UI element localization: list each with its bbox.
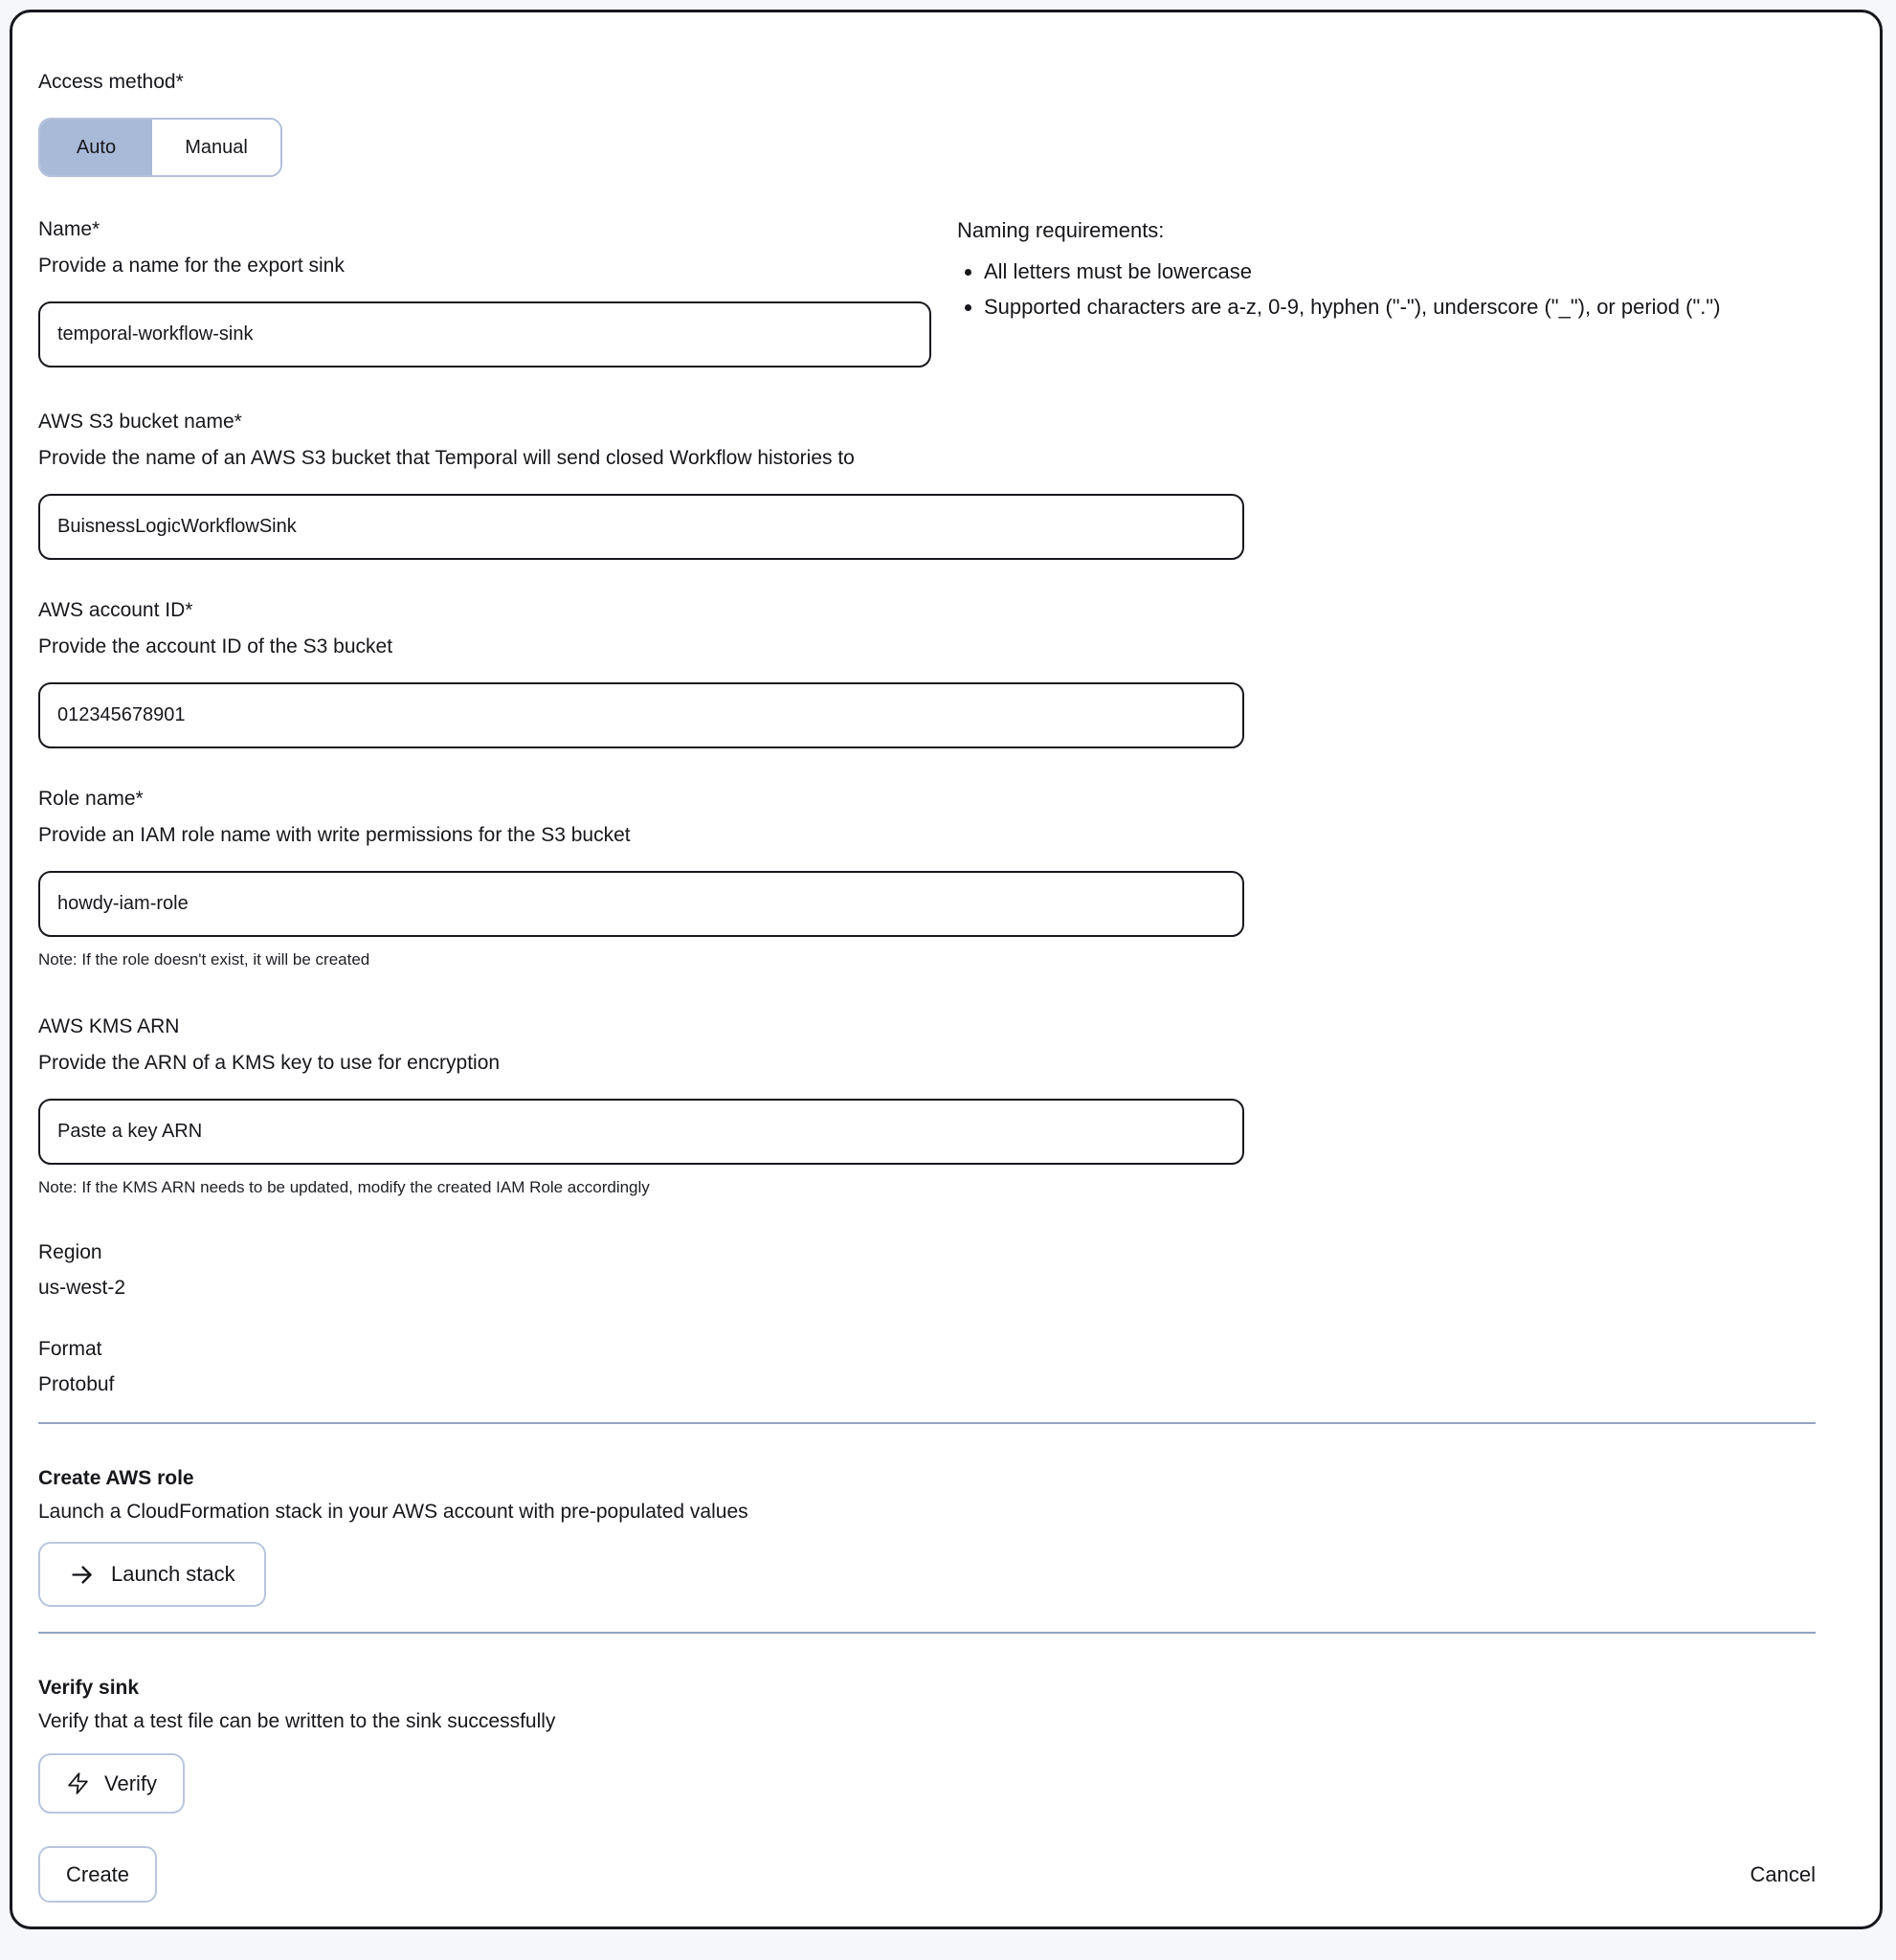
create-button[interactable]: Create (38, 1846, 157, 1903)
access-method-option-auto[interactable]: Auto (40, 120, 152, 175)
name-and-requirements-row (38, 215, 1816, 368)
kms-arn-input[interactable] (38, 1099, 1244, 1165)
name-input[interactable] (38, 301, 931, 368)
access-method-option-manual[interactable]: Manual (152, 120, 280, 175)
verify-sink-title: Verify sink (38, 1677, 140, 1699)
account-id-label: AWS account ID* (38, 599, 193, 621)
account-id-field-group (38, 596, 1816, 748)
role-name-label: Role name* (38, 788, 144, 810)
s3-bucket-input[interactable] (38, 494, 1244, 560)
kms-arn-field-group (38, 1013, 1816, 1198)
region-value: us-west-2 (38, 1277, 126, 1299)
naming-requirement-item: • All letters must be lowercase (984, 256, 1799, 287)
role-name-input[interactable] (38, 871, 1244, 937)
region-group (38, 1238, 1816, 1303)
export-sink-form-card (10, 10, 1883, 1929)
kms-arn-description: Provide the ARN of a KMS key to use for encryption (38, 1052, 501, 1074)
s3-bucket-field-group (38, 408, 1816, 560)
verify-sink-description: Verify that a test file can be written to the sink successfully (38, 1710, 556, 1732)
cancel-button[interactable]: Cancel (1750, 1861, 1816, 1886)
format-group (38, 1335, 1816, 1399)
s3-bucket-label: AWS S3 bucket name* (38, 411, 242, 433)
role-name-note: Note: If the role doesn't exist, it will be created (38, 950, 370, 969)
arrow-right-icon (69, 1562, 95, 1588)
region-label: Region (38, 1241, 102, 1263)
launch-stack-button[interactable] (38, 1542, 266, 1607)
account-id-description: Provide the account ID of the S3 bucket (38, 635, 393, 657)
access-method-toggle (38, 118, 282, 177)
naming-requirements-title: Naming requirements: (957, 218, 1165, 242)
verify-button[interactable] (38, 1753, 185, 1814)
access-method-label: Access method* (38, 71, 184, 93)
lightning-icon (66, 1771, 90, 1796)
verify-sink-section (38, 1674, 1816, 1814)
create-aws-role-description: Launch a CloudFormation stack in your AWS account with pre-populated values (38, 1501, 748, 1523)
section-divider (38, 1422, 1816, 1424)
naming-requirement-item: • Supported characters are a-z, 0-9, hyphen ("-"), underscore ("_"), or period (".") (984, 291, 1799, 323)
name-field-group (38, 215, 931, 368)
launch-stack-label: Launch stack (111, 1562, 235, 1586)
s3-bucket-description: Provide the name of an AWS S3 bucket that Temporal will send closed Workflow histories to (38, 447, 855, 469)
verify-label: Verify (104, 1771, 158, 1795)
kms-arn-note: Note: If the KMS ARN needs to be updated, modify the created IAM Role accordingly (38, 1178, 650, 1196)
footer-actions (38, 1846, 1816, 1903)
role-name-description: Provide an IAM role name with write permissions for the S3 bucket (38, 824, 631, 846)
account-id-input[interactable] (38, 682, 1244, 748)
format-value: Protobuf (38, 1373, 115, 1395)
create-aws-role-section (38, 1464, 1816, 1607)
format-label: Format (38, 1338, 102, 1360)
naming-requirements (957, 215, 1799, 323)
role-name-field-group (38, 785, 1816, 970)
section-divider (38, 1632, 1816, 1634)
create-aws-role-title: Create AWS role (38, 1467, 194, 1489)
name-description: Provide a name for the export sink (38, 255, 345, 277)
naming-requirements-list (957, 256, 1799, 323)
kms-arn-label: AWS KMS ARN (38, 1015, 180, 1037)
name-label: Name* (38, 218, 100, 240)
